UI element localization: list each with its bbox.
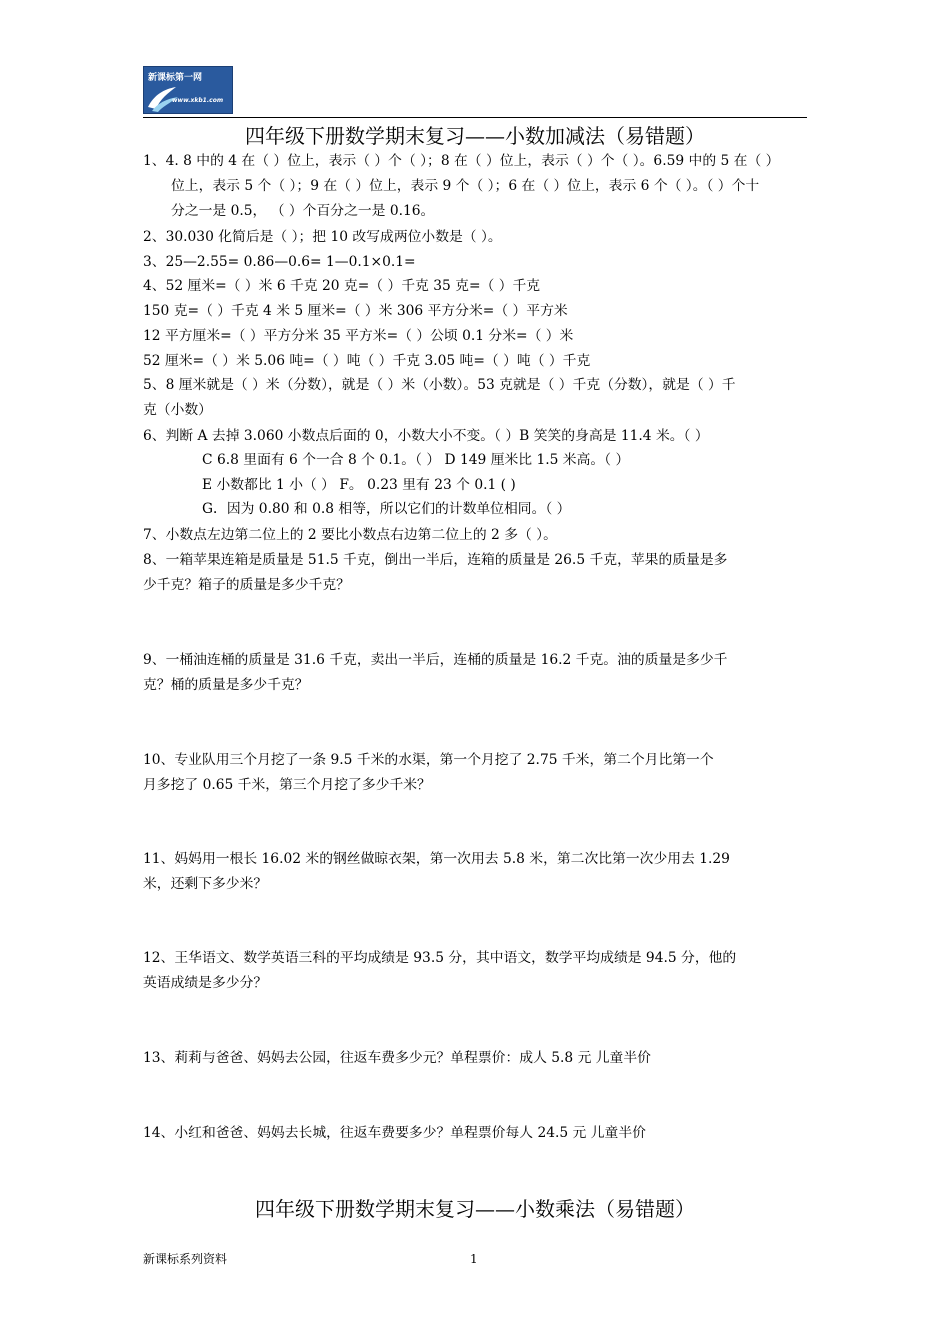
logo-url: www.xkb1.com (172, 97, 224, 104)
q9-line1: 9、一桶油连桶的质量是 31.6 千克，卖出一半后，连桶的质量是 16.2 千克。油的质量是多少千 (143, 652, 728, 668)
q11-line2: 米，还剩下多少米？ (143, 876, 268, 892)
q4-line2: 150 克=（ ）千克 4 米 5 厘米=（ ）米 306 平方分米=（ ）平方米 (143, 303, 568, 319)
q13: 13、莉莉与爸爸、妈妈去公园，往返车费多少元？单程票价：成人 5.8 元 儿童半价 (143, 1050, 651, 1066)
q4-line3: 12 平方厘米=（ ）平方分米 35 平方米=（ ）公顷 0.1 分米=（ ）米 (143, 328, 574, 344)
q1-line1: 1、4. 8 中的 4 在（ ）位上，表示（ ）个（ ）；8 在（ ）位上，表示（ ）个（ ）。6.59 中的 5 在（ ） (143, 153, 780, 169)
footer-label: 新课标系列资料 (143, 1252, 228, 1266)
q9-line2: 克？桶的质量是多少千克？ (143, 677, 309, 693)
page-number: 1 (470, 1252, 478, 1266)
section-title-addition-subtraction: 四年级下册数学期末复习——小数加减法（易错题） (245, 124, 705, 148)
q6-line1: 6、判断 A 去掉 3.060 小数点后面的 0，小数大小不变。（ ）B 笑笑的身高是 11.4 米。（ ） (143, 428, 709, 444)
q4-line1: 4、52 厘米=（ ）米 6 千克 20 克=（ ）千克 35 克=（ ）千克 (143, 278, 541, 294)
q2: 2、30.030 化简后是（ ）；把 10 改写成两位小数是（ ）。 (143, 229, 502, 245)
q12-line2: 英语成绩是多少分？ (143, 975, 268, 991)
site-logo (143, 66, 233, 114)
q8-line1: 8、一箱苹果连箱是质量是 51.5 千克，倒出一半后，连箱的质量是 26.5 千克，苹果的质量是多 (143, 552, 728, 568)
q10-line1: 10、专业队用三个月挖了一条 9.5 千米的水渠，第一个月挖了 2.75 千米，第二个月比第一个 (143, 752, 714, 768)
q14: 14、小红和爸爸、妈妈去长城，往返车费要多少？单程票价每人 24.5 元 儿童半价 (143, 1125, 646, 1141)
q6-line3: E 小数都比 1 小（ ） F。 0.23 里有 23 个 0.1 ( ) (202, 477, 516, 493)
q3: 3、25—2.55= 0.86—0.6= 1—0.1×0.1= (143, 254, 416, 270)
q4-line4: 52 厘米=（ ）米 5.06 吨=（ ）吨（ ）千克 3.05 吨=（ ）吨（ ）千克 (143, 353, 591, 369)
q7: 7、小数点左边第二位上的 2 要比小数点右边第二位上的 2 多（ ）。 (143, 527, 557, 543)
q8-line2: 少千克？箱子的质量是多少千克？ (143, 577, 350, 593)
q5-line2: 克（小数） (143, 402, 212, 418)
q1-line2: 位上，表示 5 个（ ）；9 在（ ）位上，表示 9 个（ ）；6 在（ ）位上，表示 6 个（ ）。（ ）个十 (171, 178, 760, 194)
q10-line2: 月多挖了 0.65 千米，第三个月挖了多少千米？ (143, 777, 431, 793)
q1-line3: 分之一是 0.5， （ ）个百分之一是 0.16。 (171, 203, 435, 219)
q6-line2: C 6.8 里面有 6 个一合 8 个 0.1。（ ） D 149 厘米比 1.5 米高。（ ） (202, 452, 630, 468)
header-divider (143, 117, 807, 118)
q11-line1: 11、妈妈用一根长 16.02 米的钢丝做晾衣架，第一次用去 5.8 米，第二次比第一次少用去 1.29 (143, 851, 730, 867)
q6-line4: G．因为 0.80 和 0.8 相等，所以它们的计数单位相同。（ ） (202, 501, 571, 517)
section-title-multiplication: 四年级下册数学期末复习——小数乘法（易错题） (255, 1197, 695, 1221)
q12-line1: 12、王华语文、数学英语三科的平均成绩是 93.5 分，其中语文，数学平均成绩是 94.5 分，他的 (143, 950, 737, 966)
q5-line1: 5、8 厘米就是（ ）米（分数），就是（ ）米（小数）。53 克就是（ ）千克（分数），就是（ ）千 (143, 377, 736, 393)
logo-text: 新课标第一网 (148, 73, 203, 83)
